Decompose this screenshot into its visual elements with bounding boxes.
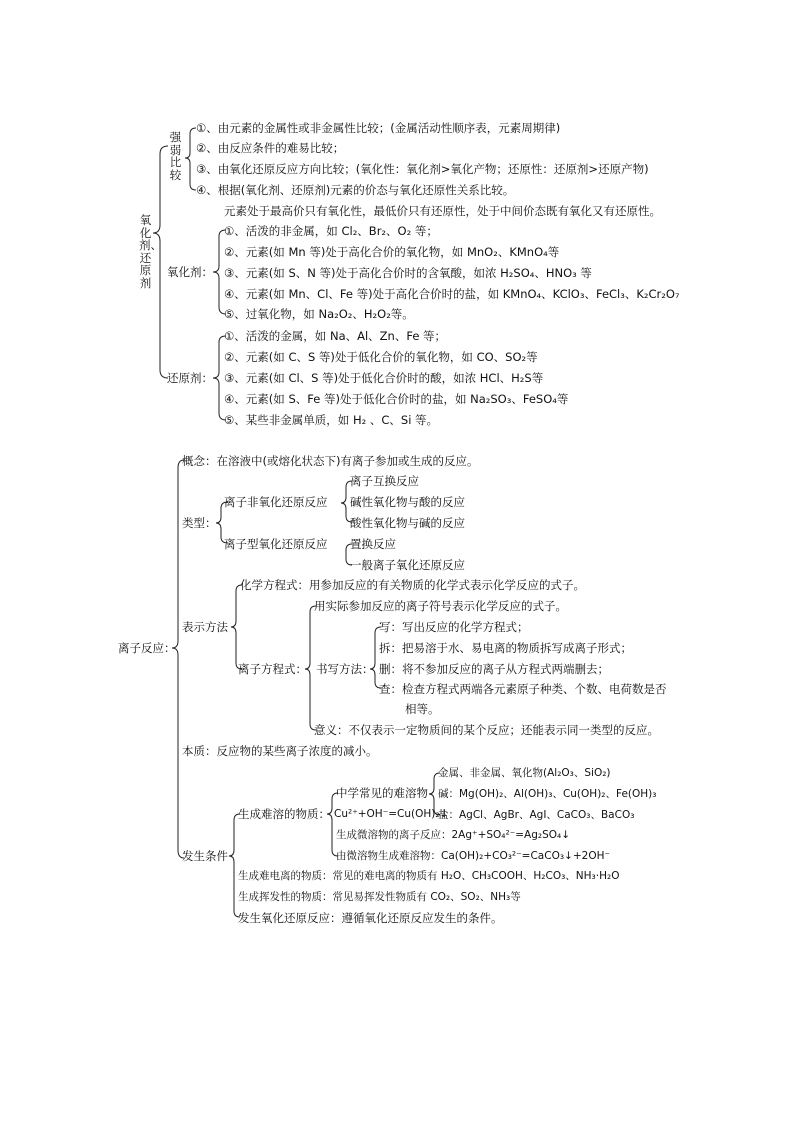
- strength-item-1: ①、由元素的金属性或非金属性比较；(金属活动性顺序表，元素周期律): [196, 121, 561, 135]
- common-insoluble-item-2: 碱：Mg(OH)₂、Al(OH)₃、Cu(OH)₂、Fe(OH)₃: [438, 788, 657, 800]
- reductant-item-4: ④、元素(如 S、Fe 等)处于低化合价时的盐，如 Na₂SO₃、FeSO₄等: [224, 392, 569, 406]
- reductant-item-3: ③、元素(如 Cl、S 等)处于低化合价时的酸，如浓 HCl、H₂S等: [224, 371, 544, 385]
- representation-title: 表示方法: [182, 620, 228, 634]
- representation-brace: [231, 585, 242, 669]
- common-insoluble-item-3: 盐：AgCl、AgBr、AgI、CaCO₃、BaCO₃: [438, 809, 635, 821]
- insoluble-brace: [327, 793, 338, 856]
- writing-step-4: 查：检查方程式两端各元素原子种类、个数、电荷数是否: [379, 682, 667, 696]
- ionic-title: 离子反应：: [118, 641, 176, 655]
- nonredox-item-3: 酸性氧化物与碱的反应: [350, 516, 465, 530]
- ionic-eq-meaning: 意义：不仅表示一定物质间的某个反应；还能表示同一类型的反应。: [314, 723, 659, 737]
- strength-item-3: ③、由氧化还原反应方向比较；(氧化性：氧化剂>氧化产物；还原性：还原剂>还原产物): [196, 162, 649, 176]
- writing-step-2: 拆：把易溶于水、易电离的物质拆写成离子形式；: [379, 641, 632, 655]
- chemical-eq: 化学方程式：用参加反应的有关物质的化学式表示化学反应的式子。: [240, 578, 585, 592]
- common-insoluble-item-1: 金属、非金属、氧化物(Al₂O₃、SiO₂): [438, 767, 611, 779]
- strength-note: 元素处于最高价只有氧化性，最低价只有还原性，处于中间价态既有氧化又有还原性。: [224, 204, 661, 218]
- writing-step-1: 写：写出反应的化学方程式；: [379, 620, 529, 634]
- strength-item-4: ④、根据(氧化剂、还原剂)元素的价态与氧化还原性关系比较。: [196, 183, 515, 197]
- reductant-item-2: ②、元素(如 C、S 等)处于低化合价的氧化物，如 CO、SO₂等: [224, 350, 538, 364]
- nonredox-item-2: 碱性氧化物与酸的反应: [350, 495, 465, 509]
- types-title: 类型：: [182, 516, 217, 530]
- redox-title: 氧化剂、还原剂: [139, 213, 162, 290]
- oxidant-title: 氧化剂：: [167, 265, 213, 279]
- condition-redox: 发生氧化还原反应：遵循氧化还原反应发生的条件。: [238, 911, 503, 925]
- redox-main-brace: [153, 146, 168, 378]
- reductant-item-1: ①、活泼的金属，如 Na、Al、Zn、Fe 等；: [224, 329, 447, 343]
- strength-title: 强弱比较: [169, 130, 182, 182]
- reductant-title: 还原剂：: [167, 371, 213, 385]
- writing-step-4-cont: 相等。: [405, 702, 440, 716]
- ionic-redox-item-1: 置换反应: [350, 537, 396, 551]
- slightly-soluble: 生成微溶物的离子反应：2Ag⁺+SO₄²⁻=Ag₂SO₄↓: [336, 829, 571, 841]
- oxidant-item-1: ①、活泼的非金属，如 Cl₂、Br₂、O₂ 等；: [224, 224, 438, 238]
- weak-electrolyte: 生成难电离的物质：常见的难电离的物质有 H₂O、CH₃COOH、H₂CO₃、NH₃·H₂O: [238, 870, 620, 882]
- nonredox-title: 离子非氧化还原反应: [224, 495, 328, 509]
- conditions-title: 发生条件: [182, 849, 228, 863]
- writing-step-3: 删：将不参加反应的离子从方程式两端删去；: [379, 662, 609, 676]
- insoluble-title: 生成难溶的物质：: [238, 807, 330, 821]
- ionic-redox-title: 离子型氧化还原反应: [224, 537, 328, 551]
- volatile: 生成挥发性的物质：常见易挥发性物质有 CO₂、SO₂、NH₃等: [238, 891, 521, 903]
- nonredox-item-1: 离子互换反应: [350, 474, 419, 488]
- writing-brace: [370, 627, 381, 688]
- ionic-redox-item-2: 一般离子氧化还原反应: [350, 558, 465, 572]
- ionic-eq-title: 离子方程式：: [238, 662, 307, 676]
- writing-title: 书写方法：: [316, 662, 374, 676]
- ionic-essence: 本质：反应物的某些离子浓度的减小。: [182, 744, 378, 758]
- strength-item-2: ②、由反应条件的难易比较；: [196, 141, 345, 155]
- ionic-concept: 概念：在溶液中(或熔化状态下)有离子参加或生成的反应。: [182, 454, 479, 468]
- insoluble-example: Cu²⁺+OH⁻=Cu(OH)₂↓: [334, 808, 449, 820]
- reductant-item-5: ⑤、某些非金属单质，如 H₂ 、C、Si 等。: [224, 413, 439, 427]
- oxidant-item-2: ②、元素(如 Mn 等)处于高化合价的氧化物，如 MnO₂、KMnO₄等: [224, 245, 560, 259]
- oxidant-item-3: ③、元素(如 S、N 等)处于高化合价时的含氧酸，如浓 H₂SO₄、HNO₃ 等: [224, 266, 592, 280]
- oxidant-item-4: ④、元素(如 Mn、Cl、Fe 等)处于高化合价时的盐，如 KMnO₄、KClO₃、FeCl₃、K₂Cr₂O₇: [224, 287, 680, 301]
- strength-brace: [185, 128, 196, 190]
- from-slightly-soluble: 由微溶物生成难溶物：Ca(OH)₂+CO₃²⁻=CaCO₃↓+2OH⁻: [336, 850, 611, 862]
- oxidant-item-5: ⑤、过氧化物，如 Na₂O₂、H₂O₂等。: [224, 307, 414, 321]
- common-insoluble-title: 中学常见的难溶物: [336, 786, 428, 800]
- ionic-eq-definition: 用实际参加反应的离子符号表示化学反应的式子。: [314, 599, 567, 613]
